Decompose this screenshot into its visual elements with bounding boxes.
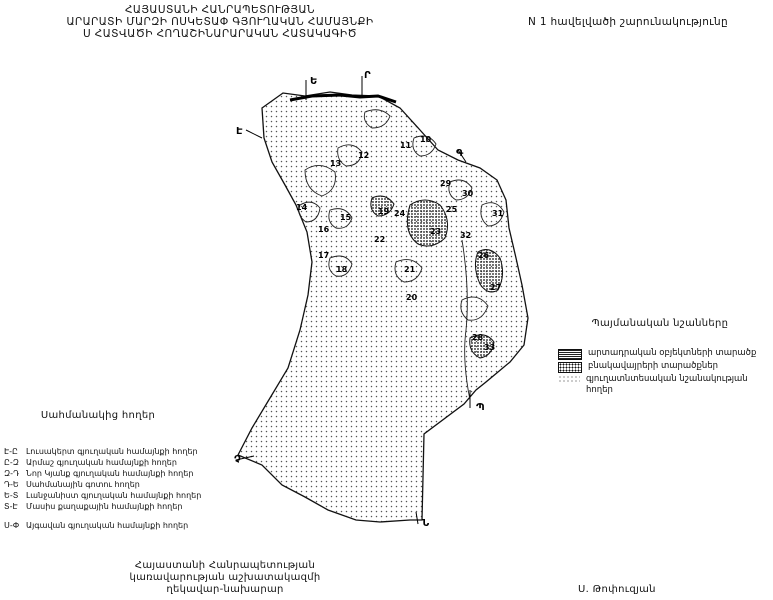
boundary-code: Ը-Զ [4, 458, 19, 467]
legend-swatch-dense [558, 349, 582, 360]
parcel-number: 28 [472, 333, 484, 342]
parcel-number: 14 [296, 203, 308, 212]
parcel-number: 31 [492, 209, 504, 218]
legend-item [558, 348, 773, 361]
boundary-row [4, 479, 201, 490]
legend-label: արտադրական օբյեկտների տարածք [588, 348, 757, 358]
legend-label: բնակավայրերի տարածքներ [588, 361, 719, 371]
boundary-text: Այգավան գյուղական համայնքի հողեր [26, 521, 189, 530]
boundary-row [4, 490, 201, 501]
signatory-name: Ս. Թոփուզյան [578, 584, 656, 595]
boundary-code: Տ-Է [4, 502, 18, 511]
parcel-number: 16 [318, 225, 330, 234]
parcel-number: 13 [330, 159, 342, 168]
parcel-number: 20 [406, 293, 418, 302]
legend-swatch-medium [558, 362, 582, 373]
boundaries-list [4, 446, 201, 531]
parcel-number: 12 [358, 151, 370, 160]
signature-block [100, 560, 350, 596]
boundary-text: Լանջանիստ գյուղական համայնքի հողեր [26, 491, 202, 500]
direction-letter: Պ [476, 402, 485, 413]
territory-outline [238, 92, 528, 522]
parcel-number: 18 [336, 265, 348, 274]
direction-letter: Ե [310, 76, 318, 87]
direction-letter: Է [236, 126, 243, 137]
direction-letter: Գ [456, 148, 464, 159]
signature-line-1: Հայաստանի Հանրապետության [134, 560, 316, 571]
parcel-number: 17 [318, 251, 330, 260]
boundary-text: Նոր Կյանք գյուղական համայնքի հողեր [26, 469, 194, 478]
boundary-code: Ս-Փ [4, 521, 20, 530]
boundary-row [4, 446, 201, 457]
boundaries-title: Սահմանակից հողեր [40, 410, 156, 421]
header-line-1: ՀԱՅԱՍՏԱՆԻ ՀԱՆՐԱՊԵՏՈՒԹՅԱՆ [125, 4, 315, 16]
header-line-3: Ս ՀԱՏՎԱԾԻ ՀՈՂԱՇԻՆԱՐԱՐԱԿԱՆ ՀԱՏԱԿԱԳԻԾ [82, 28, 357, 40]
legend-title: Պայմանական նշանները [591, 318, 729, 329]
signature-line-2: կառավարության աշխատակազմի [129, 572, 321, 583]
parcel-number: 24 [394, 209, 406, 218]
boundary-text: Սահմանային գոտու հողեր [26, 480, 140, 489]
parcel-number: 21 [404, 265, 416, 274]
boundary-code: Է-Ը [4, 447, 18, 456]
header-line-2: ԱՐԱՐԱՏԻ ՄԱՐԶԻ ՈՍԿԵՏԱՓ ԳՅՈՒՂԱԿԱՆ ՀԱՄԱՅՆՔԻ [66, 16, 374, 28]
parcel-number: 29 [440, 179, 452, 188]
annex-label: N 1 հավելվածի շարունակությունը [528, 16, 728, 28]
map-legend [558, 348, 773, 396]
parcel-number: 22 [374, 235, 386, 244]
parcel-number: 15 [340, 213, 352, 222]
boundary-text: Մասիս քաղաքային համայնքի հողեր [26, 502, 183, 511]
parcel-number: 26 [478, 251, 490, 260]
boundary-row [4, 457, 201, 468]
direction-letter: Չ [234, 454, 241, 465]
parcel-number: 30 [462, 189, 474, 198]
parcel-number: 25 [446, 205, 458, 214]
parcel-number: 19 [378, 207, 390, 216]
legend-item [558, 374, 773, 396]
parcel-number: 32 [460, 231, 472, 240]
legend-item [558, 361, 773, 374]
parcel-number: 27 [490, 283, 502, 292]
signature-line-3: ղեկավար-նախարար [166, 584, 284, 595]
direction-letter: Ն [422, 518, 430, 529]
direction-letter: Ր [364, 70, 371, 81]
boundary-code: Ե-Տ [4, 491, 19, 500]
boundary-row [4, 520, 201, 531]
parcel-number: 11 [400, 141, 412, 150]
boundary-text: Արմաշ գյուղական համայնքի հողեր [26, 458, 177, 467]
parcel-number: 23 [430, 227, 442, 236]
boundary-code: Զ-Դ [4, 469, 20, 478]
boundary-text: Լուսակերտ գյուղական համայնքի հողեր [26, 447, 198, 456]
parcel-number: 33 [484, 343, 496, 352]
boundary-row [4, 468, 201, 479]
legend-label: գյուղատնտեսական նշանակության հողեր [586, 374, 748, 395]
boundary-row [4, 501, 201, 512]
parcel-number: 10 [420, 135, 432, 144]
boundary-code: Դ-Ե [4, 480, 19, 489]
settlement-area [407, 200, 447, 246]
legend-swatch-light [558, 375, 580, 384]
direction-tick [246, 130, 262, 138]
